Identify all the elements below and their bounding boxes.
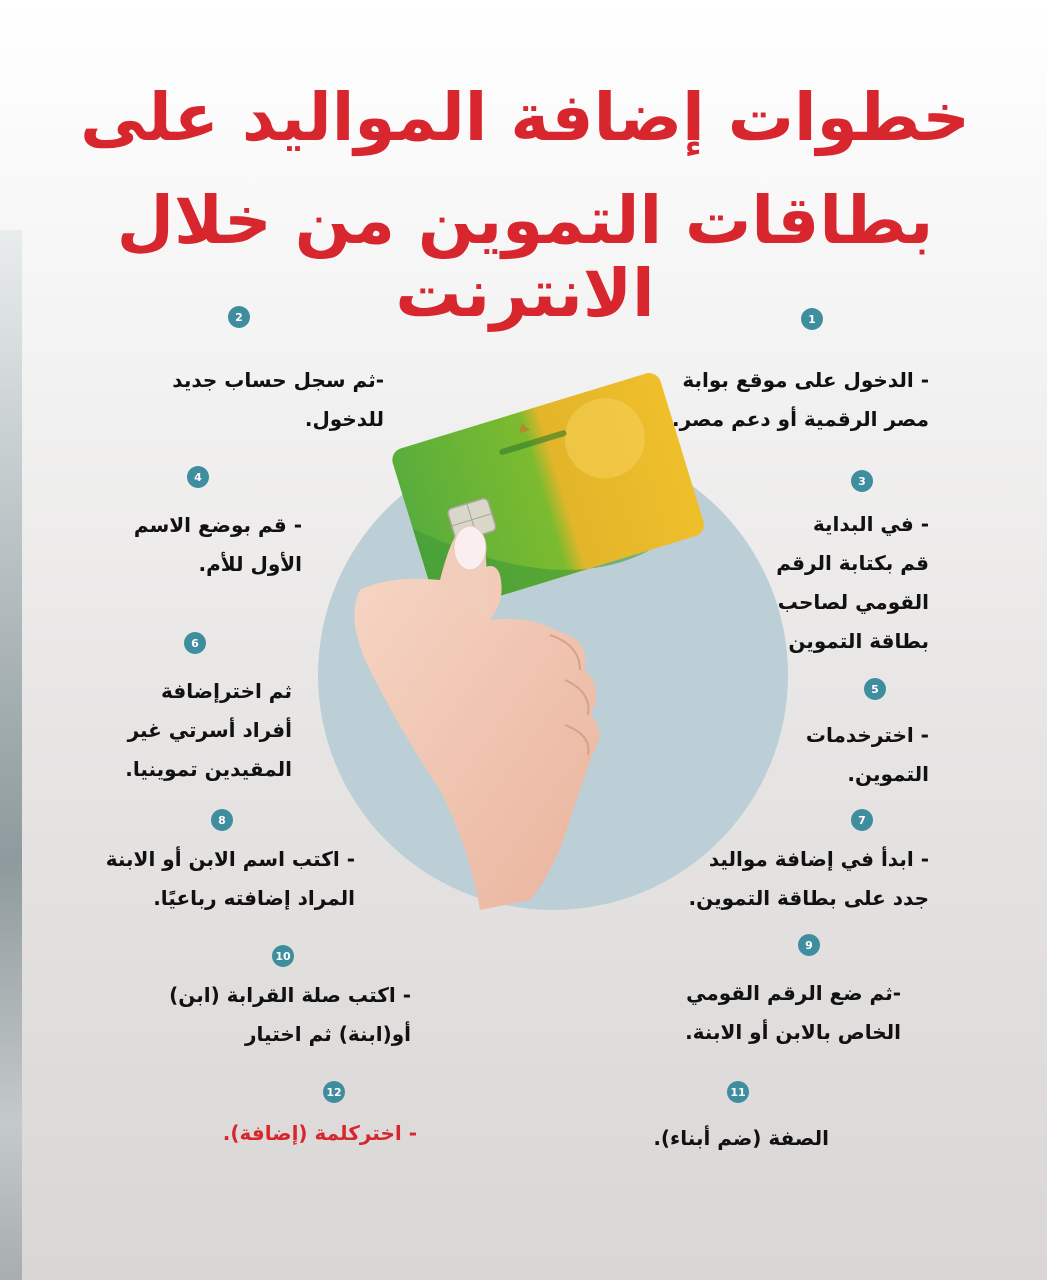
step-10-badge: 10 xyxy=(272,945,294,967)
step-5-text: - اخترخدمات التموين. xyxy=(805,723,929,786)
step-9-badge: 9 xyxy=(798,934,820,956)
step-4-badge: 4 xyxy=(187,466,209,488)
step-7-text: - ابدأ في إضافة مواليد جدد على بطاقة التموين. xyxy=(688,847,929,910)
step-10-text: - اكتب صلة القرابة (ابن) أو(ابنة) ثم اختيار xyxy=(169,983,411,1046)
step-8-text: - اكتب اسم الابن أو الابنة المراد إضافته رباعيًا. xyxy=(105,847,355,910)
step-1-text: - الدخول على موقع بوابة مصر الرقمية أو دعم مصر. xyxy=(671,368,929,431)
step-2-text: -ثم سجل حساب جديد للدخول. xyxy=(172,368,384,431)
title-line-1: خطوات إضافة المواليد على xyxy=(80,79,970,156)
step-8-badge: 8 xyxy=(211,809,233,831)
step-11-text: الصفة (ضم أبناء). xyxy=(653,1126,829,1150)
left-edge-strip xyxy=(0,230,22,1280)
step-3-badge: 3 xyxy=(851,470,873,492)
step-1-badge: 1 xyxy=(801,308,823,330)
step-3-text: - في البداية قم بكتابة الرقم القومي لصاحب بطاقة التموين xyxy=(776,512,929,653)
step-9-text: -ثم ضع الرقم القومي الخاص بالابن أو الابنة. xyxy=(685,981,901,1044)
step-12-text: - اختركلمة (إضافة). xyxy=(222,1121,417,1145)
step-2-badge: 2 xyxy=(228,306,250,328)
step-6-badge: 6 xyxy=(184,632,206,654)
step-4-text: - قم بوضع الاسم الأول للأم. xyxy=(133,513,302,576)
step-11-badge: 11 xyxy=(727,1081,749,1103)
hand-holding-card-illustration xyxy=(330,370,730,910)
step-7-badge: 7 xyxy=(851,809,873,831)
step-5-badge: 5 xyxy=(864,678,886,700)
step-6-text: ثم اخترإضافة أفراد أسرتي غير المقيدين تموينيا. xyxy=(125,679,292,781)
step-12-badge: 12 xyxy=(323,1081,345,1103)
title-line-2: بطاقات التموين من خلال الانترنت xyxy=(116,182,934,332)
